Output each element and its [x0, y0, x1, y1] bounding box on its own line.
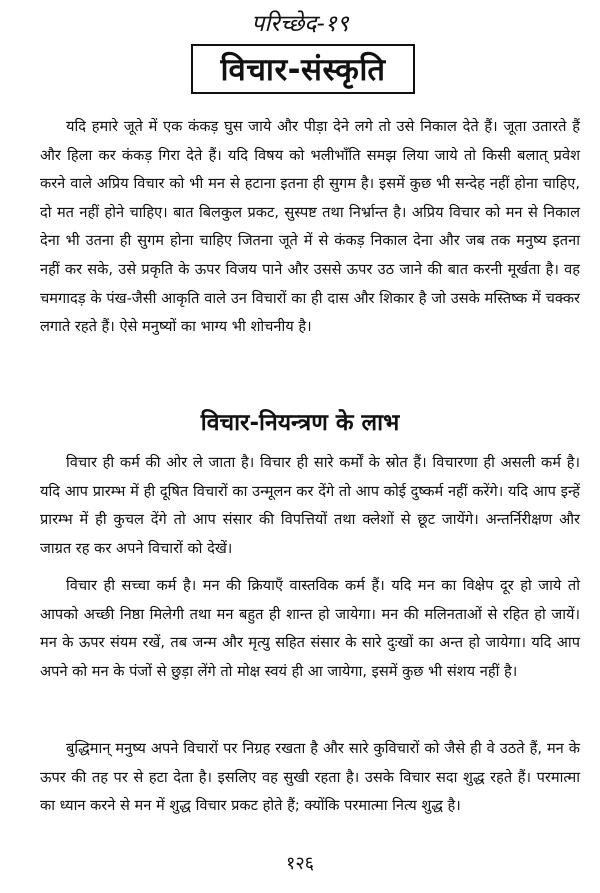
title-box — [191, 44, 415, 94]
paragraph: विचार ही सच्चा कर्म है। मन की क्रियाएँ वास्तविक कर्म हैं। यदि मन का विक्षेप दूर हो जाये तो आपको अच्छी निष्ठा मिलेगी तथा मन बहुत ही शान्त हो जायेगा। मन की मलिनताओं से रहित हो जायें। मन के ऊपर संयम रखें, तब जन्म और मृत्यु सहित संसार के सारे दुःखों का अन्त हो जायेगा। यदि आप अपने को मन के पंजों से छुड़ा लेंगे तो मोक्ष स्वयं ही आ जायेगा, इसमें कुछ भी संशय नहीं है। — [40, 577, 580, 680]
paragraph: विचार ही कर्म की ओर ले जाता है। विचार ही सारे कर्मों के स्रोत हैं। विचारणा ही असली कर्म है। यदि आप प्रारम्भ में ही दूषित विचारों का उन्मूलन कर देंगे तो आप कोई दुष्कर्म नहीं करेंगे। यदि आप इन्हें प्रारम्भ में ही कुचल देंगे तो आप संसार की विपत्तियों तथा क्लेशों से छूट जायेंगे। अन्तर्निरीक्षण और जाग्रत रह कर अपने विचारों को देखें। — [40, 454, 580, 557]
chapter-heading: परिच्छेद-१९ — [251, 11, 349, 37]
page-title: विचार-संस्कृति — [220, 52, 386, 88]
section-heading: विचार-नियन्त्रण के लाभ — [200, 410, 400, 436]
paragraph: बुद्धिमान् मनुष्य अपने विचारों पर निग्रह रखता है और सारे कुविचारों को जैसे ही वे उठते हैं, मन के ऊपर की तह पर से हटा देता है। इसलिए वह सुखी रहता है। उसके विचार सदा शुद्ध रहते हैं। परमात्मा का ध्यान करने से मन में शुद्ध विचार प्रकट होते हैं; क्योंकि परमात्मा नित्य शुद्ध है। — [40, 740, 580, 815]
paragraph: यदि हमारे जूते में एक कंकड़ घुस जाये और पीड़ा देने लगे तो उसे निकाल देते हैं। जूता उतारते हैं और हिला कर कंकड़ गिरा देते हैं। यदि विषय को भलीभाँति समझ लिया जाये तो किसी बलात् प्रवेश करने वाले अप्रिय विचार को भी मन से हटाना इतना ही सुगम है। इसमें कुछ भी सन्देह नहीं होना चाहिए, दो मत नहीं होने चाहिए। बात बिलकुल प्रकट, सुस्पष्ट तथा निर्भ्रान्त है। अप्रिय विचार को मन से निकाल देना भी उतना ही सुगम होना चाहिए जितना जूते में से कंकड़ निकाल देना और जब तक मनुष्य इतना नहीं कर सके, उसे प्रकृति के ऊपर विजय पाने और उससे ऊपर उठ जाने की बात करनी मूर्खता है। वह चमगादड़ के पंख-जैसी आकृति वाले उन विचारों का ही दास और शिकार है जो उसके मस्तिष्क में चक्कर लगाते रहते हैं। ऐसे मनुष्यों का भाग्य भी शोचनीय है। — [40, 118, 580, 336]
page-number: १२६ — [285, 853, 315, 874]
